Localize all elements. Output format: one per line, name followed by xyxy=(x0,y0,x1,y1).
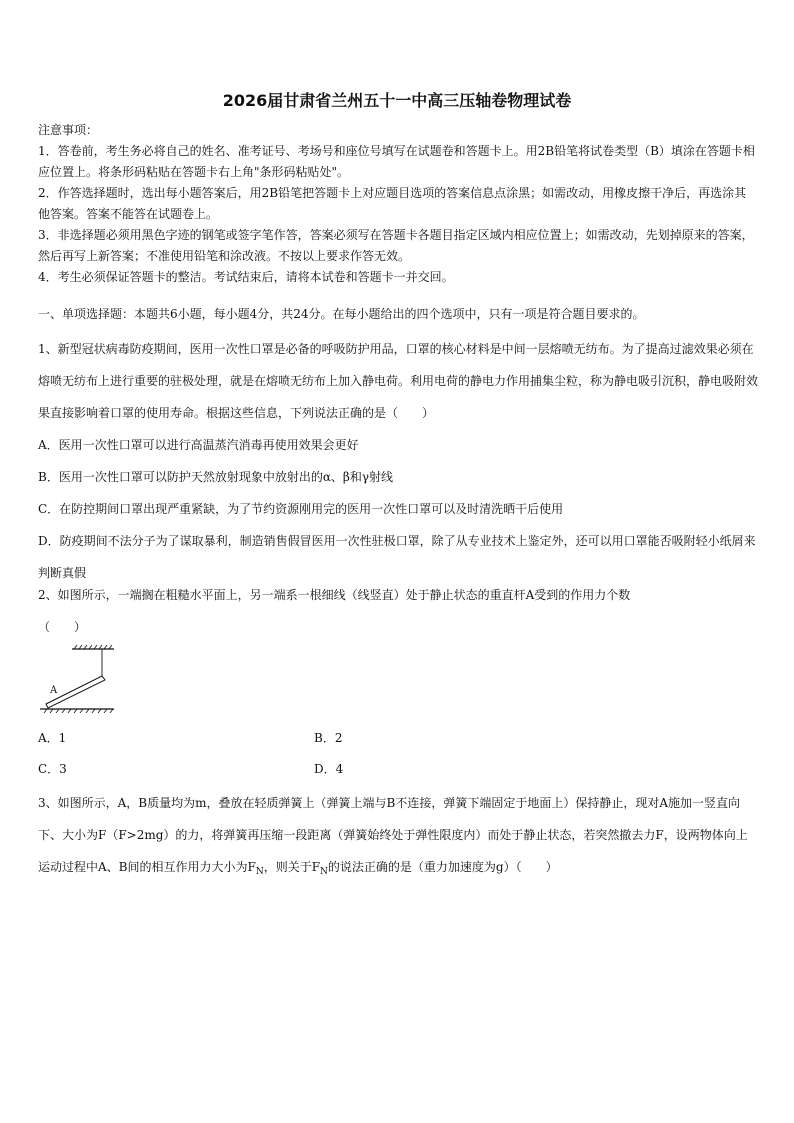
option-b: B．2 xyxy=(314,731,343,745)
notice-item: 1．答卷前，考生务必将自己的姓名、准考证号、考场号和座位号填写在试题卷和答题卡上。用2B铅笔将试卷类型（B）填涂在答题卡相应位置上。将条形码粘贴在答题卡右上角"条形码粘贴处"。 xyxy=(38,144,755,179)
notice-item: 2．作答选择题时，选出每小题答案后，用2B铅笔把答题卡上对应题目选项的答案信息点涂黑；如需改动，用橡皮擦干净后，再选涂其他答案。答案不能答在试题卷上。 xyxy=(38,186,747,221)
rod-figure xyxy=(38,643,124,713)
option-a: A．1 xyxy=(38,731,67,745)
option-c: C．3 xyxy=(38,762,67,776)
option-d: D．4 xyxy=(314,762,344,776)
stem-part: 的说法正确的是（重力加速度为g）（ ） xyxy=(327,860,558,874)
subscript: N xyxy=(255,867,264,877)
notice-heading: 注意事项： xyxy=(38,123,99,137)
option-c: C．在防控期间口罩出现严重紧缺，为了节约资源刚用完的医用一次性口罩可以及时清洗晒干后使用 xyxy=(38,502,564,516)
question-stem: 2、如图所示，一端搁在粗糙水平面上，另一端系一根细线（线竖直）处于静止状态的重直杆A受到的作用力个数 xyxy=(38,588,631,602)
question-3 xyxy=(38,787,758,883)
answer-bracket: （ ） xyxy=(38,620,87,634)
option-b: B．医用一次性口罩可以防护天然放射现象中放射出的α、β和γ射线 xyxy=(38,470,394,484)
question-2 xyxy=(38,579,758,643)
page-title: 2026届甘肃省兰州五十一中高三压轴卷物理试卷 xyxy=(222,91,572,110)
question-2-options xyxy=(38,723,758,785)
question-1 xyxy=(38,333,758,589)
notice-item: 3．非选择题必须用黑色字迹的钢笔或签字笔作答，答案必须写在答题卡各题目指定区域内相应位置上；如需改动，先划掉原来的答案，然后再写上新答案；不准使用铅笔和涂改液。不按以上要求作答无效。 xyxy=(38,228,754,263)
option-d: D．防疫期间不法分子为了谋取暴利，制造销售假冒医用一次性驻极口罩，除了从专业技术上鉴定外，还可以用口罩能否吸附轻小纸屑来判断真假 xyxy=(38,534,756,580)
notice-block xyxy=(38,120,758,288)
section-heading: 一、单项选择题：本题共6小题，每小题4分，共24分。在每小题给出的四个选项中，只有一项是符合题目要求的。 xyxy=(38,307,645,321)
question-stem xyxy=(38,787,758,883)
stem-part: ，则关于F xyxy=(263,860,321,874)
figure-label-a: A xyxy=(50,685,58,696)
option-a: A．医用一次性口罩可以进行高温蒸汽消毒再使用效果会更好 xyxy=(38,438,359,452)
question-stem: 1、新型冠状病毒防疫期间，医用一次性口罩是必备的呼吸防护用品，口罩的核心材料是中间一层熔喷无纺布。为了提高过滤效果必须在熔喷无纺布上进行重要的驻极处理，就是在熔喷无纺布上加入静电荷。利用电荷的静电力作用捕集尘粒，称为静电吸引沉积，静电吸附效果直接影响着口罩的使用寿命。根据这些信息，下列说法正确的是（ ） xyxy=(38,342,759,420)
subscript: N xyxy=(320,867,328,877)
stem-part: 3、如图所示，A，B质量均为m，叠放在轻质弹簧上（弹簧上端与B不连接，弹簧下端固定于地面上）保持静止，现对A施加一竖直向下、大小为F（F>2mg）的力，将弹簧再压缩一段距离（弹簧始终处于弹性限度内）而处于静止状态，若突然撤去力F，设两物体向上运动过程中A、B间的相互作用力大小为F xyxy=(38,796,748,874)
notice-item: 4．考生必须保证答题卡的整洁。考试结束后，请将本试卷和答题卡一并交回。 xyxy=(38,270,454,284)
